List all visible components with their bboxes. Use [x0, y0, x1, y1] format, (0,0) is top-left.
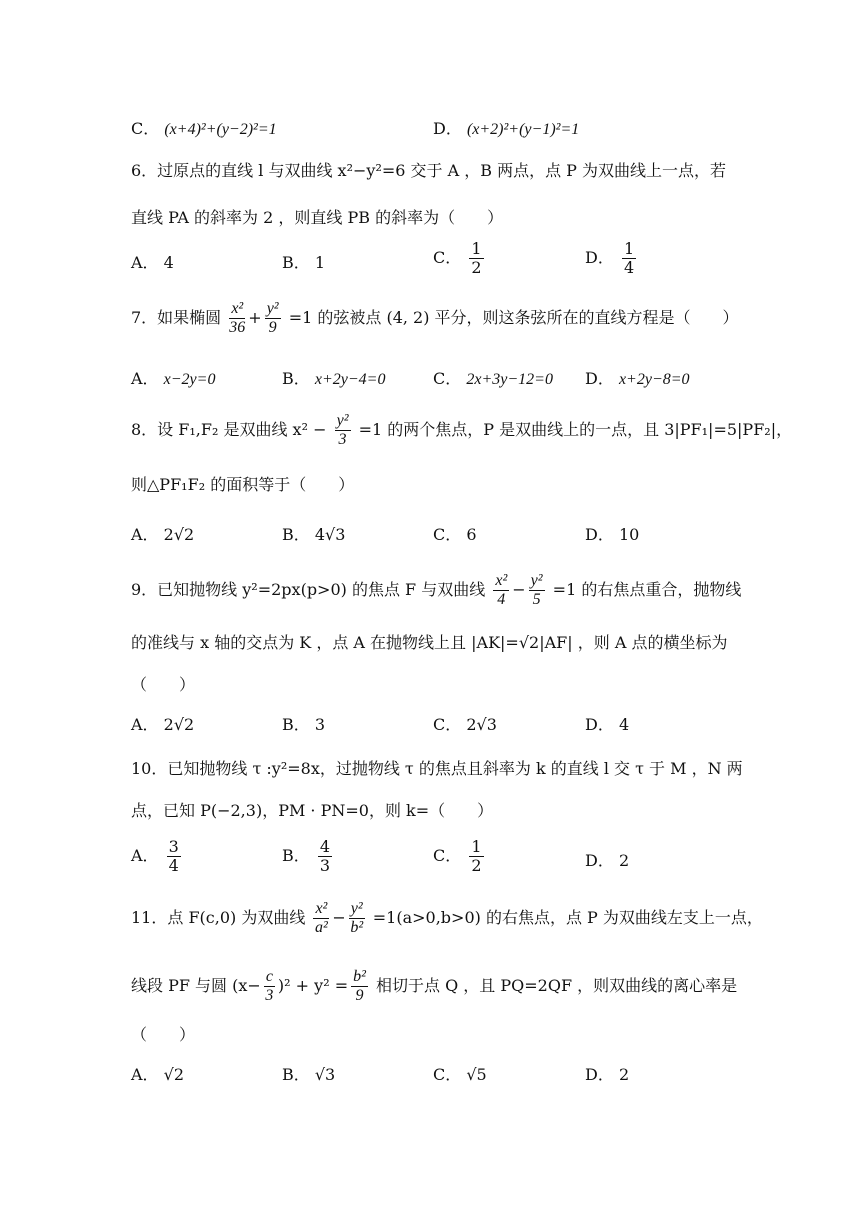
q5-option-d: [433, 116, 579, 139]
q7-option-c: [433, 366, 553, 389]
q11-stem-line2: 线段 PF 与圆 (x− $\frac{c}{3}$ )² + y² = $\frac{\text{b²}}{9}$ 相切于点 Q ，且 PQ=2QF ，则双曲线的离心率是: [131, 968, 738, 1004]
q10-option-d: [585, 848, 629, 871]
option-label: B．: [282, 253, 310, 272]
option-value: x+2y−4=0: [314, 371, 386, 388]
option-label: D．: [585, 851, 614, 870]
option-value: 2x+3y−12=0: [466, 371, 553, 388]
q7-stem: 7．如果椭圆 $\frac{\text{x²}}{36}$ + $\frac{\text{y²}}{9}$ =1 的弦被点 (4, 2) 平分，则这条弦所在的直线方程是（ ）: [131, 300, 739, 336]
option-label: C．: [433, 1065, 462, 1084]
fraction: $\frac{3}{4}$: [168, 837, 179, 875]
option-value: √3: [314, 1065, 336, 1084]
option-value: x−2y=0: [163, 371, 216, 388]
q7-option-b: [282, 366, 385, 389]
fraction: $\frac{4}{3}$: [319, 837, 331, 875]
option-label: B．: [282, 1065, 310, 1084]
q9-option-b: [282, 712, 325, 735]
q8-option-a: [131, 522, 194, 545]
fraction: $\frac{\text{x²}}{4}$: [495, 572, 508, 608]
option-label: C．: [433, 715, 462, 734]
q10-stem-line1: 10．已知抛物线 τ :y²=8x，过抛物线 τ 的焦点且斜率为 k 的直线 l 交 τ 于 M ，N 两: [131, 759, 743, 778]
option-value: 10: [618, 525, 640, 544]
q9-option-d: [585, 712, 629, 735]
fraction: $\frac{1}{4}$: [623, 239, 635, 277]
fraction: $\frac{\text{x²}}{36}$: [229, 300, 246, 336]
q8-stem-line2: 则△PF₁F₂ 的面积等于（ ）: [131, 475, 355, 494]
option-label: C．: [433, 525, 462, 544]
q9-option-c: [433, 712, 497, 735]
q11-stem-line1: 11．点 F(c,0) 为双曲线 $\frac{\text{x²}}{\text{a²}}$ − $\frac{\text{y²}}{\text{b²}}$ =1(a>0,b>0) 的右焦点，点 P 为双曲线左支上一点，: [131, 900, 763, 936]
option-value: 4√3: [314, 525, 346, 544]
option-label: B．: [282, 369, 310, 388]
fraction: $\frac{\text{y²}}{3}$: [336, 412, 349, 448]
option-label: D．: [585, 1065, 614, 1084]
q11-option-d: [585, 1062, 629, 1085]
option-label: D．: [585, 248, 614, 267]
option-value: 2√3: [466, 715, 497, 734]
q6-option-d: [585, 240, 639, 277]
q11-option-a: [131, 1062, 184, 1085]
q10-option-b: [282, 838, 335, 875]
option-label: B．: [282, 846, 310, 865]
q9-stem-line2: 的准线与 x 轴的交点为 K ，点 A 在抛物线上且 |AK|=√2|AF| ，则 A 点的横坐标为: [131, 633, 728, 652]
q8-option-d: [585, 522, 639, 545]
q8-option-b: [282, 522, 345, 545]
option-value: x+2y−8=0: [618, 371, 690, 388]
fraction: $\frac{\text{x²}}{\text{a²}}$: [315, 900, 328, 936]
option-label: D．: [433, 119, 462, 138]
option-label: C．: [433, 369, 462, 388]
q11-option-b: [282, 1062, 335, 1085]
option-label: A．: [131, 1065, 159, 1084]
option-value: √5: [466, 1065, 487, 1084]
option-value: √2: [163, 1065, 185, 1084]
option-label: A．: [131, 369, 159, 388]
q6-option-b: [282, 250, 325, 273]
fraction: $\frac{1}{2}$: [471, 239, 482, 277]
option-label: A．: [131, 525, 159, 544]
q10-stem-line2: 点，已知 P(−2,3)，PM · PN=0，则 k=（ ）: [131, 801, 494, 820]
fraction: $\frac{c}{3}$: [265, 968, 274, 1004]
option-value: 6: [466, 525, 477, 544]
q10-option-c: [433, 838, 487, 875]
q7-option-a: [131, 366, 215, 389]
q8-stem-line1: 8．设 F₁,F₂ 是双曲线 x² − $\frac{\text{y²}}{3}$ =1 的两个焦点，P 是双曲线上的一点，且 3|PF₁|=5|PF₂|，: [131, 412, 793, 448]
q6-stem-line2: 直线 PA 的斜率为 2 ，则直线 PB 的斜率为（ ）: [131, 208, 504, 227]
option-value: 3: [314, 715, 326, 734]
option-value: 2: [618, 1065, 630, 1084]
q6-option-c: [433, 240, 487, 277]
fraction: $\frac{\text{b²}}{9}$: [353, 968, 366, 1004]
option-label: C．: [433, 846, 462, 865]
option-value: 4: [618, 715, 630, 734]
q9-option-a: [131, 712, 194, 735]
option-label: D．: [585, 525, 614, 544]
option-value: 2√2: [163, 525, 195, 544]
option-value: 2: [618, 851, 630, 870]
option-value: 1: [314, 253, 326, 272]
option-label: B．: [282, 715, 310, 734]
fraction: $\frac{\text{y²}}{5}$: [530, 572, 543, 608]
q9-stem-line3: （ ）: [131, 675, 196, 694]
option-label: A．: [131, 253, 159, 272]
option-label: C．: [433, 248, 462, 267]
q11-option-c: [433, 1062, 487, 1085]
option-label: C．: [131, 119, 160, 138]
q6-stem-line1: 6．过原点的直线 l 与双曲线 x²−y²=6 交于 A ，B 两点，点 P 为双曲线上一点，若: [131, 161, 727, 180]
fraction: $\frac{\text{y²}}{9}$: [266, 300, 279, 336]
option-value: 2√2: [163, 715, 195, 734]
q11-stem-line3: （ ）: [131, 1025, 196, 1044]
option-label: D．: [585, 369, 614, 388]
q10-option-a: [131, 838, 184, 875]
q7-option-d: [585, 366, 690, 389]
fraction: $\frac{\text{y²}}{\text{b²}}$: [350, 900, 364, 936]
option-label: D．: [585, 715, 614, 734]
q8-option-c: [433, 522, 477, 545]
q6-option-a: [131, 250, 174, 273]
option-label: B．: [282, 525, 310, 544]
option-label: A．: [131, 846, 159, 865]
q9-stem-line1: 9．已知抛物线 y²=2px(p>0) 的焦点 F 与双曲线 $\frac{\text{x²}}{4}$ − $\frac{\text{y²}}{5}$ =1 的右焦点重合，抛物线: [131, 572, 742, 608]
q5-option-c: [131, 116, 277, 139]
fraction: $\frac{1}{2}$: [471, 837, 482, 875]
option-expr: (x+2)²+(y−1)²=1: [466, 121, 580, 138]
option-value: 4: [163, 253, 174, 272]
option-label: A．: [131, 715, 159, 734]
option-expr: (x+4)²+(y−2)²=1: [164, 121, 277, 138]
